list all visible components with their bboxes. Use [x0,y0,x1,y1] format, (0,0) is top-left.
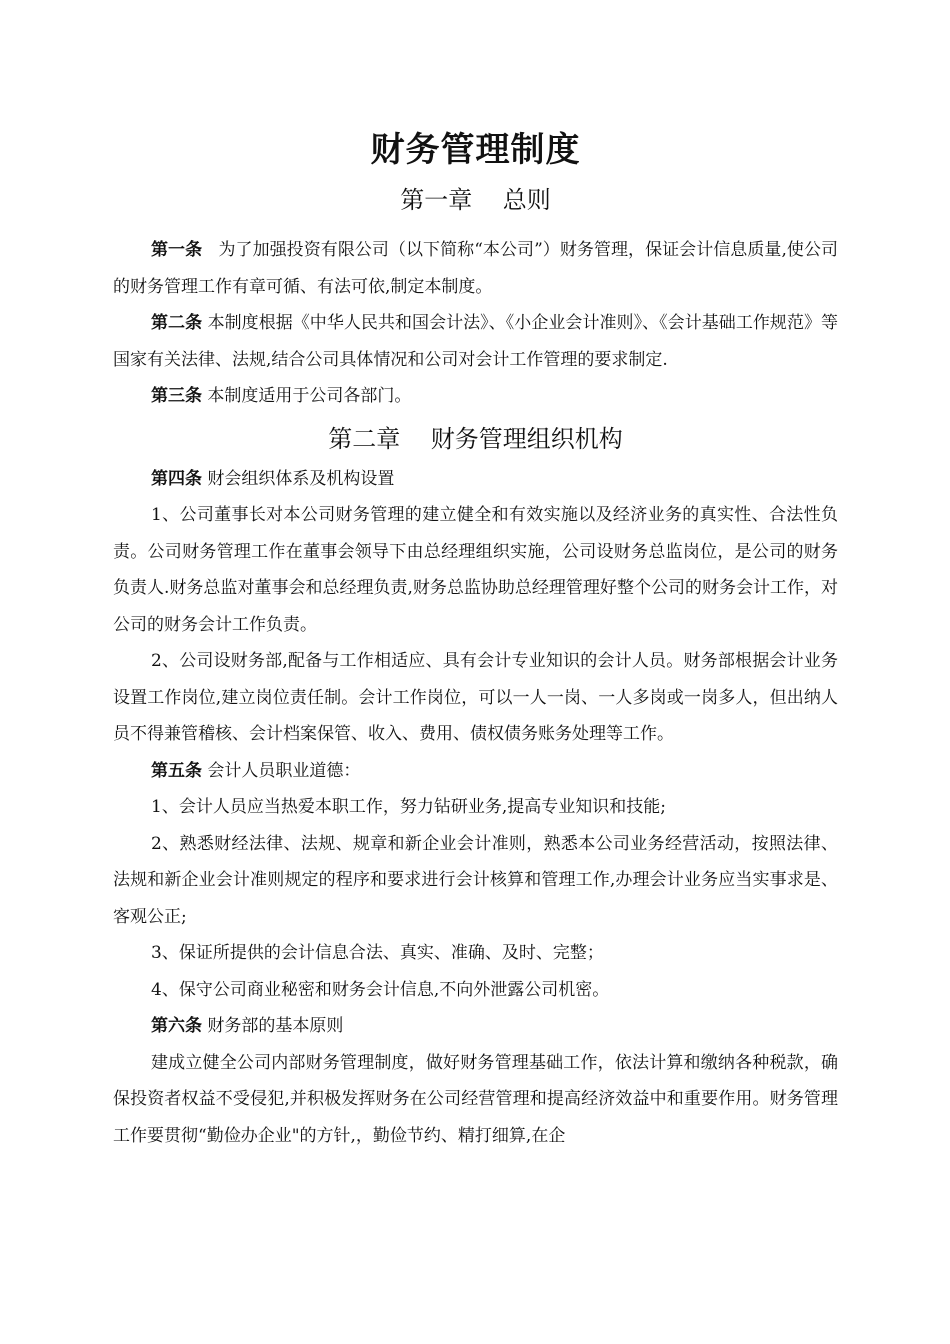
article-4-text: 财会组织体系及机构设置 [207,468,395,489]
article-6-body: 建成立健全公司内部财务管理制度，做好财务管理基础工作，依法计算和缴纳各种税款，确保投资者权益不受侵犯,并积极发挥财务在公司经营管理和提高经济效益中和重要作用。财务管理工作要贯彻“勤俭办企业"的方针,，勤俭节约、精打细算,在企 [113,1052,838,1146]
article-3-label: 第三条 [151,386,202,406]
chapter-1-heading: 第一章 总则 [400,186,551,214]
article-4-item: 1、公司董事长对本公司财务管理的建立健全和有效实施以及经济业务的真实性、合法性负责。公司财务管理工作在董事会领导下由总经理组织实施，公司设财务总监岗位，是公司的财务负责人.财务总监对董事会和总经理负责,财务总监协助总经理管理好整个公司的财务会计工作，对公司的财务会计工作负责。 [113,505,838,635]
article-6 [113,1008,838,1045]
article-1-text: 为了加强投资有限公司（以下简称“本公司”）财务管理，保证会计信息质量,使公司的财务管理工作有章可循、有法可依,制定本制度。 [113,240,838,297]
article-5 [113,753,838,790]
article-2-label: 第二条 [151,313,203,333]
chapter-2-heading: 第二章 财务管理组织机构 [328,424,623,453]
article-5-text: 会计人员职业道德： [207,760,361,781]
article-5-item: 2、熟悉财经法律、法规、规章和新企业会计准则，熟悉本公司业务经营活动，按照法律、法规和新企业会计准则规定的程序和要求进行会计核算和管理工作,办理会计业务应当实事求是、客观公正; [113,833,838,927]
article-5-item: 4、保守公司商业秘密和财务会计信息,不向外泄露公司机密。 [151,979,610,1000]
article-6-text: 财务部的基本原则 [207,1016,344,1036]
article-2-text: 本制度根据《中华人民共和国会计法》、《小企业会计准则》、《会计基础工作规范》等国家有关法律、法规,结合公司具体情况和公司对会计工作管理的要求制定. [113,313,839,370]
article-4 [113,461,838,498]
document-title: 财务管理制度 [370,130,581,170]
article-4-label: 第四条 [151,468,202,489]
article-3 [113,378,838,415]
article-2 [113,305,838,378]
article-1-label: 第一条 [151,240,203,260]
document-page [113,120,838,1154]
article-5-item: 1、会计人员应当热爱本职工作，努力钻研业务,提高专业知识和技能; [151,797,666,817]
article-5-item: 3、保证所提供的会计信息合法、真实、准确、及时、完整； [151,943,604,963]
article-3-text: 本制度适用于公司各部门。 [207,386,412,406]
article-6-label: 第六条 [151,1016,202,1036]
article-5-label: 第五条 [151,760,202,781]
article-1 [113,232,838,305]
article-4-item: 2、公司设财务部,配备与工作相适应、具有会计专业知识的会计人员。财务部根据会计业务设置工作岗位,建立岗位责任制。会计工作岗位，可以一人一岗、一人多岗或一岗多人，但出纳人员不得兼管稽核、会计档案保管、收入、费用、债权债务账务处理等工作。 [113,651,838,744]
